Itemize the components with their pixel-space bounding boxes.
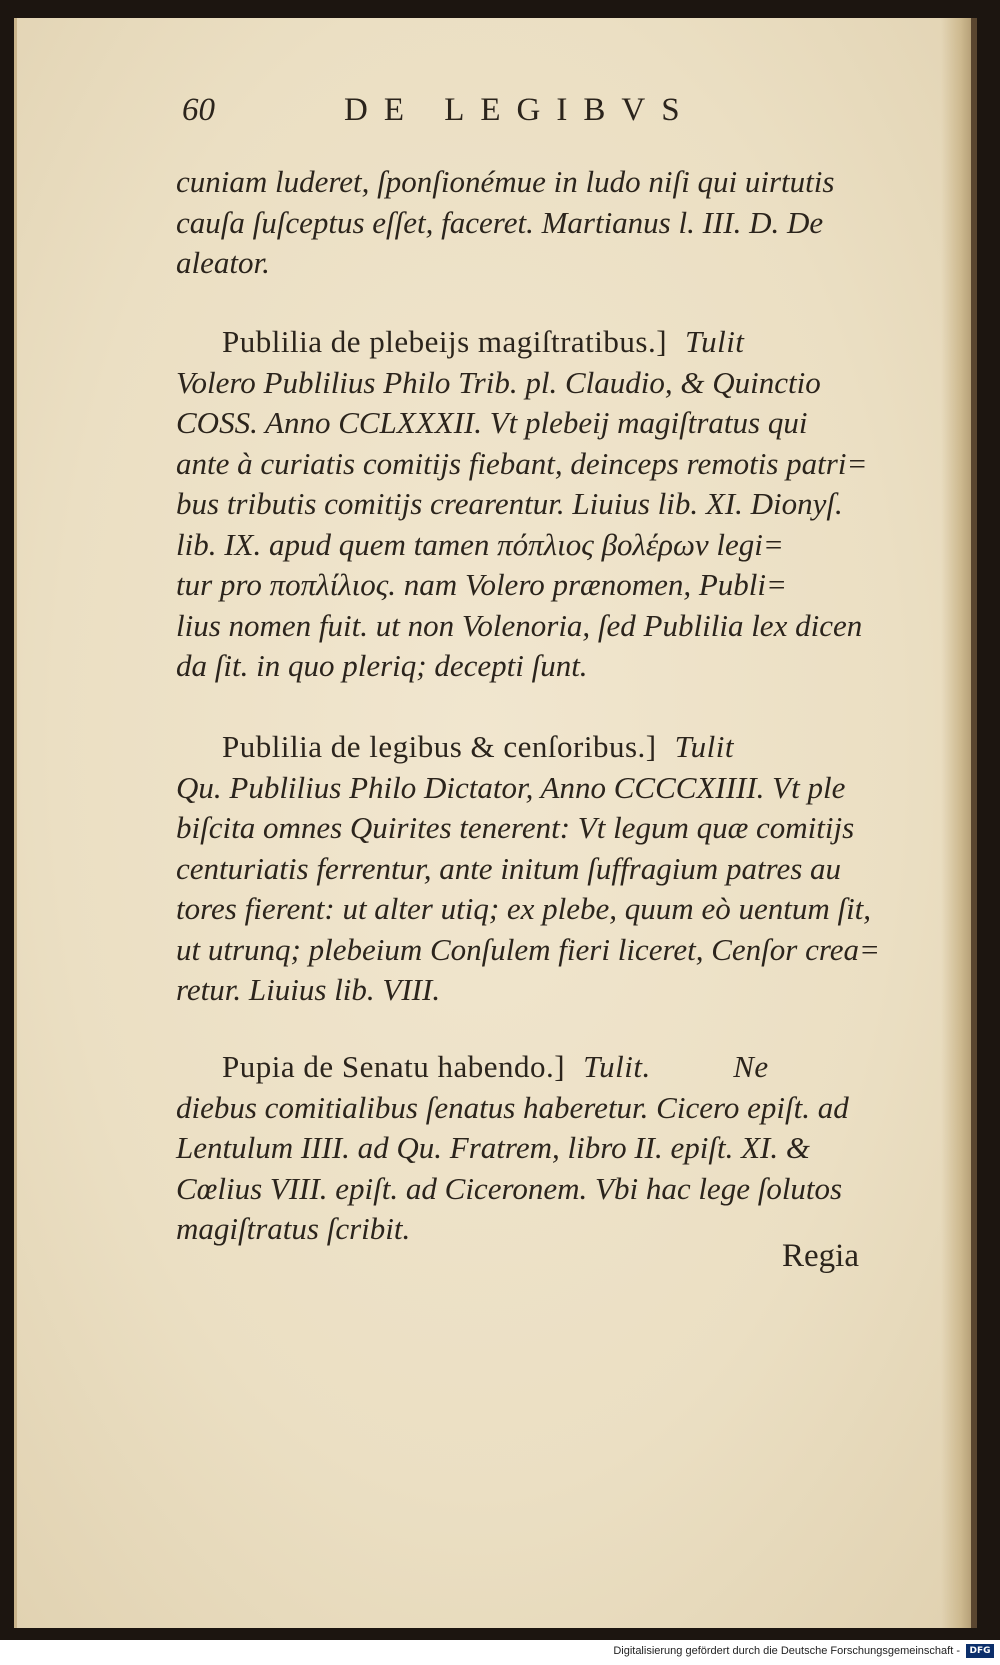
entry-title: Publilia de plebeijs magiſtratibus.] bbox=[222, 324, 668, 359]
running-head bbox=[162, 92, 914, 136]
text-line: retur. Liuius lib. VIII. bbox=[176, 972, 441, 1007]
law-entry-publilia-laws-censors bbox=[176, 727, 880, 1011]
text-line: da ſit. in quo pleriq; decepti ſunt. bbox=[176, 648, 588, 683]
funding-credit: Digitalisierung gefördert durch die Deutsche Forschungsgemeinschaft - bbox=[613, 1645, 960, 1657]
text-line: Lentulum IIII. ad Qu. Fratrem, libro II. epiſt. XI. & bbox=[176, 1130, 810, 1165]
page-number: 60 bbox=[182, 92, 215, 128]
entry-title: Pupia de Senatu habendo.] bbox=[222, 1049, 566, 1084]
entry-tulit: Tulit bbox=[674, 729, 734, 764]
text-line: COSS. Anno CCLXXXII. Vt plebeij magiſtratus qui bbox=[176, 405, 808, 440]
text-line: diebus comitialibus ſenatus haberetur. Cicero epiſt. ad bbox=[176, 1089, 849, 1125]
page-edge bbox=[971, 18, 977, 1628]
text-line: bus tributis comitijs crearentur. Liuius lib. XI. Dionyſ. bbox=[176, 486, 843, 521]
text-line: Cœlius VIII. epiſt. ad Ciceronem. Vbi hac lege ſolutos bbox=[176, 1170, 843, 1206]
text-line: lib. IX. apud quem tamen πόπλιος βολέρων legi= bbox=[176, 526, 784, 562]
page-text-block bbox=[162, 92, 914, 1246]
entry-heading bbox=[176, 727, 880, 768]
text-line: biſcita omnes Quirites tenerent: Vt legum quæ comitijs bbox=[176, 810, 855, 845]
law-entry-publilia-plebeian-magistrates bbox=[176, 322, 867, 687]
text-line: ut utrunq; plebeium Conſulem fieri liceret, Cenſor crea= bbox=[176, 931, 880, 967]
entry-title: Publilia de legibus & cenſoribus.] bbox=[222, 729, 657, 764]
text-line: aleator. bbox=[176, 245, 270, 280]
entry-heading bbox=[176, 322, 867, 363]
entry-heading bbox=[176, 1047, 849, 1088]
text-line: cauſa ſuſceptus eſſet, faceret. Martianus l. III. D. De bbox=[176, 204, 824, 240]
text-line: Volero Publilius Philo Trib. pl. Claudio, & Quinctio bbox=[176, 364, 821, 400]
continued-paragraph bbox=[176, 162, 834, 284]
text-line: lius nomen fuit. ut non Volenoria, ſed Publilia lex dicen bbox=[176, 607, 863, 643]
dfg-logo: DFG bbox=[966, 1644, 994, 1658]
text-line: Qu. Publilius Philo Dictator, Anno CCCCXIIII. Vt ple bbox=[176, 769, 846, 805]
text-line: tores fierent: ut alter utiq; ex plebe, quum eò uentum ſit, bbox=[176, 891, 872, 926]
text-line: centuriatis ferrentur, ante initum ſuffragium patres au bbox=[176, 850, 842, 886]
text-line: tur pro ποπλίλιος. nam Volero prænomen, Publi= bbox=[176, 567, 787, 602]
running-title: DE LEGIBVS bbox=[344, 92, 696, 128]
text-line: cuniam luderet, ſponſionémue in ludo niſi qui uirtutis bbox=[176, 164, 835, 199]
entry-tulit: Tulit. Ne bbox=[583, 1049, 769, 1084]
digitization-footer bbox=[0, 1640, 1000, 1665]
text-line: magiſtratus ſcribit. bbox=[176, 1211, 411, 1246]
entry-tulit: Tulit bbox=[685, 324, 745, 359]
catchword: Regia bbox=[782, 1238, 859, 1274]
law-entry-pupia-senate bbox=[176, 1047, 849, 1250]
text-line: ante à curiatis comitijs fiebant, deinceps remotis patri= bbox=[176, 445, 868, 481]
